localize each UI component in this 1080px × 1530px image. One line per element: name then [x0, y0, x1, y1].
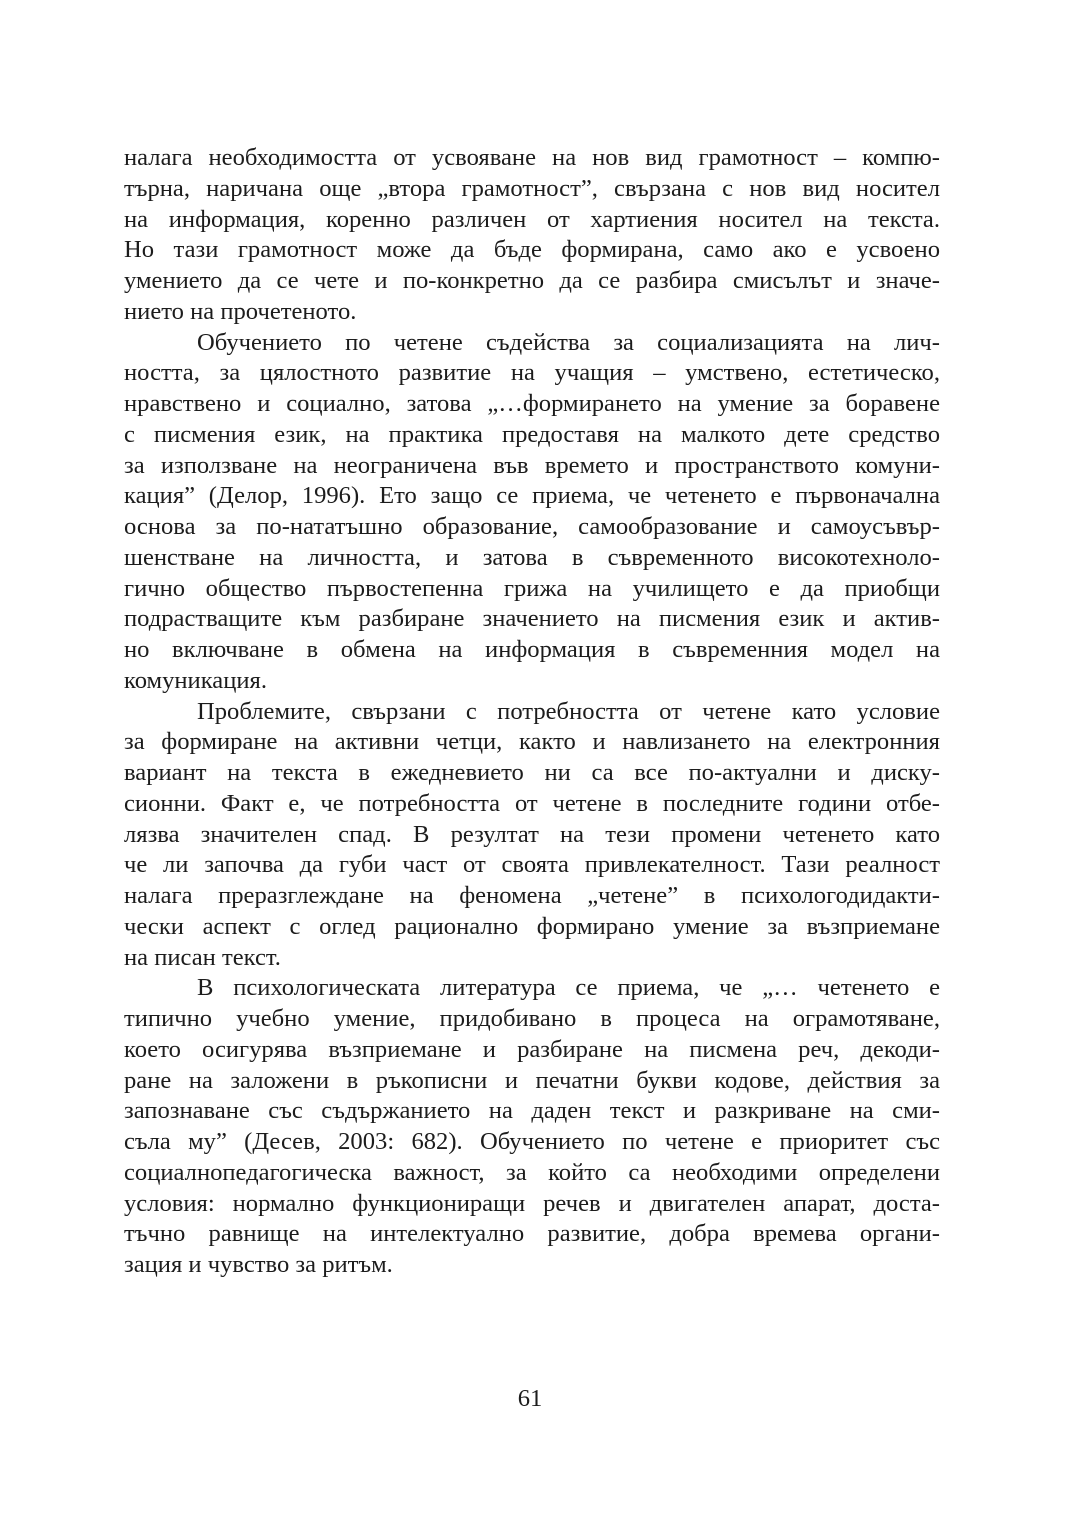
text-line: нието на прочетеното.	[124, 297, 357, 325]
text-line: Обучението по четене съдейства за социализацията на лич-	[197, 328, 940, 356]
text-line: налага преразглеждане на феномена „четене” в психологодидакти-	[124, 882, 940, 909]
text-line: съла му” (Десев, 2003: 682). Обучението по четене е приоритет със	[124, 1128, 940, 1155]
text-line: гично общество първостепенна грижа на училището е да приобщи	[124, 574, 940, 602]
text-line: кация” (Делор, 1996). Ето защо се приема, че четенето е първоначална	[124, 482, 940, 510]
text-line: за използване на неограничена във времето и пространството комуни-	[124, 451, 940, 479]
paragraph	[124, 697, 940, 974]
text-line: шенстване на личността, и затова в съвременното високотехноло-	[124, 543, 940, 571]
text-line: сионни. Факт е, че потребността от четене в последните години отбе-	[124, 789, 940, 817]
text-line: налага необходимостта от усвояване на нов вид грамотност – компю-	[124, 144, 940, 171]
text-line: зация и чувство за ритъм.	[124, 1251, 393, 1278]
text-line: което осигурява възприемане и разбиране на писмена реч, декоди-	[124, 1035, 940, 1063]
paragraph	[124, 973, 940, 1281]
text-line: умението да се чете и по-конкретно да се разбира смисълът и значе-	[124, 267, 940, 294]
text-line: търна, наричана още „втора грамотност”, свързана с нов вид носител	[124, 174, 940, 202]
paragraph	[124, 328, 940, 697]
text-line: социалнопедагогическа важност, за който са необходими определени	[124, 1158, 940, 1186]
text-line: тъчно равнище на интелектуално развитие, добра времева органи-	[124, 1220, 940, 1248]
body-text	[124, 143, 940, 1281]
text-line: ране на заложени в ръкописни и печатни букви кодове, действия за	[124, 1066, 940, 1094]
text-line: чески аспект с оглед рационално формирано умение за възприемане	[124, 912, 940, 940]
text-line: лязва значителен спад. В резултат на тези промени четенето като	[124, 820, 940, 848]
text-line: за формиране на активни четци, както и навлизането на електронния	[124, 728, 940, 756]
text-line: В психологическата литература се приема, че „… четенето е	[197, 974, 940, 1002]
text-line: подрастващите към разбиране значението на писмения език и актив-	[124, 605, 940, 633]
page-number: 61	[517, 1385, 543, 1412]
text-line: типично учебно умение, придобивано в процеса на ограмотяване,	[124, 1005, 940, 1032]
text-line: запознаване със съдържанието на даден текст и разкриване на сми-	[124, 1097, 940, 1125]
text-line: нравствено и социално, затова „…формирането на умение за боравене	[124, 390, 940, 417]
text-line: Проблемите, свързани с потребността от четене като условие	[197, 697, 940, 725]
paragraph	[124, 143, 940, 328]
text-line: вариант на текста в ежедневието ни са все по-актуални и диску-	[124, 759, 940, 786]
text-line: условия: нормално функциониращи речев и двигателен апарат, доста-	[124, 1189, 940, 1217]
text-line: основа за по-нататъшно образование, самообразование и самоусъвър-	[124, 513, 940, 540]
text-line: но включване в обмена на информация в съвременния модел на	[124, 636, 940, 663]
text-line: че ли започва да губи част от своята привлекателност. Тази реалност	[124, 851, 940, 879]
text-line: с писмения език, на практика предоставя на малкото дете средство	[124, 420, 940, 448]
text-line: на информация, коренно различен от хартиения носител на текста.	[124, 205, 940, 233]
text-line: комуникация.	[124, 666, 267, 694]
text-line: ността, за цялостното развитие на учащия – умствено, естетическо,	[124, 359, 940, 387]
text-line: Но тази грамотност може да бъде формирана, само ако е усвоено	[124, 236, 940, 264]
text-line: на писан текст.	[124, 943, 281, 971]
